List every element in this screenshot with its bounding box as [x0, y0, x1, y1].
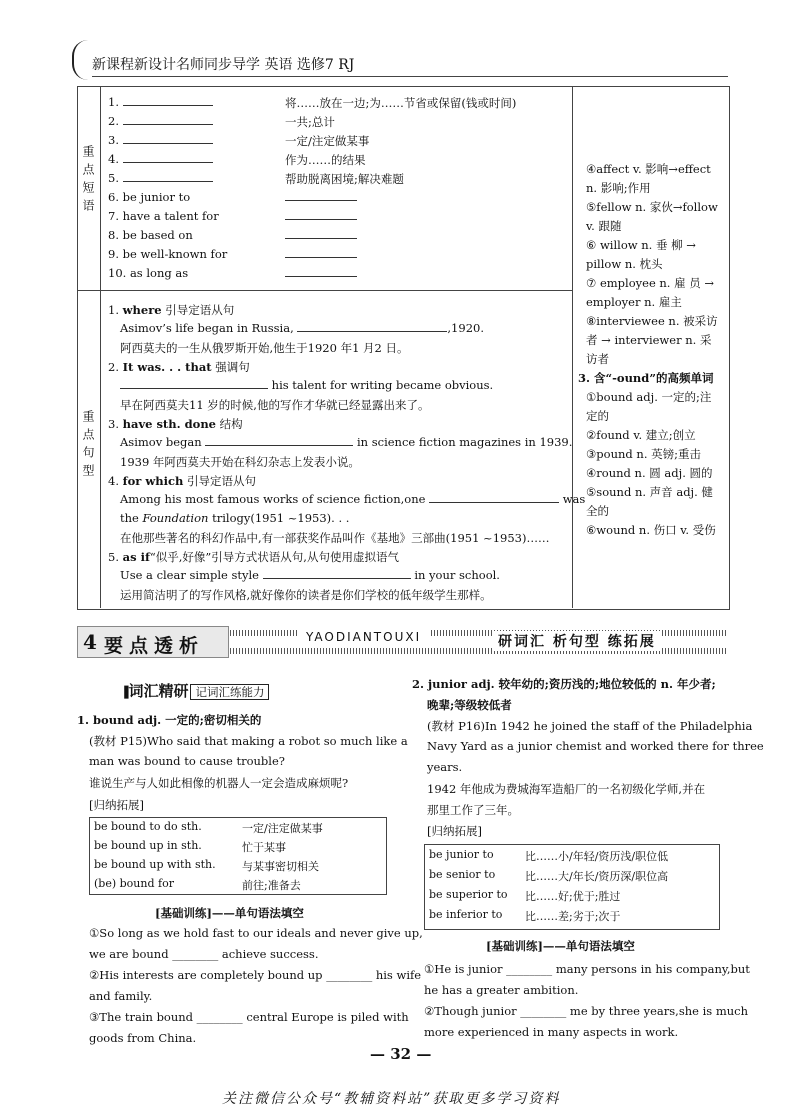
sentences-label: 重点句型 — [81, 410, 95, 482]
drill-1-line: ①So long as we hold fast to our ideals and never give up, — [89, 926, 423, 940]
table-row: 比……大/年长/资历深/职位高 — [525, 870, 669, 883]
table-row: be bound up in sth. — [94, 839, 202, 852]
table-row: be inferior to — [429, 908, 503, 921]
word-family-line: employer n. 雇主 — [586, 295, 682, 309]
word-family-line: 访者 — [586, 352, 609, 366]
ound-word-line: ⑤sound n. 声音 adj. 健 — [586, 485, 713, 499]
drill-1-line: ②His interests are completely bound up ________ his wife — [89, 968, 422, 982]
sentence-5-cn: 运用简洁明了的写作风格,就好像你的读者是你们学校的低年级学生那样。 — [120, 588, 492, 602]
drill-2-line: more experienced in many aspects in work. — [424, 1025, 679, 1039]
bound-table — [89, 817, 387, 895]
phrase-meaning: 帮助脱离困境;解决难题 — [285, 172, 404, 186]
vocab-heading: ▐词汇精研 记词汇练能力 — [120, 680, 269, 701]
sentence-4-cn: 在他那些著名的科幻作品中,有一部获奖作品叫作《基地》三部曲(1951 ~1953)…… — [120, 531, 550, 545]
drill-1-line: and family. — [89, 989, 153, 1003]
phrase-row: 1. — [108, 95, 213, 109]
label-column-divider — [100, 86, 101, 608]
drill-1-line: ③The train bound ________ central Europe is piled with — [89, 1010, 409, 1024]
drill-1-line: we are bound ________ achieve success. — [89, 947, 319, 961]
phrase-row: 6. be junior to — [108, 190, 191, 204]
sentence-2-heading: 2. It was. . . that 强调句 — [108, 360, 250, 374]
phrase-blank — [285, 228, 357, 242]
sentence-1-heading: 1. where 引导定语从句 — [108, 303, 235, 317]
sentence-5-en: Use a clear simple style in your school. — [120, 568, 500, 582]
ound-words-heading: 3. 含“-ound”的高频单词 — [578, 371, 714, 385]
ound-word-line: ④round n. 圆 adj. 圆的 — [586, 466, 713, 480]
table-row: 前往;准备去 — [242, 879, 301, 892]
phrase-blank — [285, 190, 357, 204]
entry-2-line: (教材 P16)In 1942 he joined the staff of the Philadelphia — [427, 719, 753, 733]
drill-2-heading: [基础训练]——单句语法填空 — [486, 939, 635, 953]
phrase-meaning: 一共;总计 — [285, 115, 335, 129]
phrase-row: 5. — [108, 171, 213, 185]
word-family-line: ⑦ employee n. 雇 员 → — [586, 276, 715, 290]
phrases-label: 重点短语 — [81, 145, 95, 217]
phrase-blank — [285, 266, 357, 280]
word-family-line: v. 跟随 — [586, 219, 622, 233]
sentence-1-cn: 阿西莫夫的一生从俄罗斯开始,他生于1920 年1 月2 日。 — [120, 341, 409, 355]
sentence-3-heading: 3. have sth. done 结构 — [108, 417, 243, 431]
word-family-line: ⑥ willow n. 垂 柳 → — [586, 238, 696, 252]
table-row: be superior to — [429, 888, 508, 901]
drill-2-line: ②Though junior ________ me by three years,she is much — [424, 1004, 748, 1018]
drill-1-heading: [基础训练]——单句语法填空 — [155, 906, 304, 920]
ound-word-line: ⑥wound n. 伤口 v. 受伤 — [586, 523, 716, 537]
word-family-line: ⑧interviewee n. 被采访 — [586, 314, 718, 328]
footer-note: 关注微信公众号“教辅资料站”获取更多学习资料 — [222, 1091, 561, 1107]
entry-2-line: Navy Yard as a junior chemist and worked there for three — [427, 739, 764, 753]
table-row: (be) bound for — [94, 877, 174, 890]
phrase-row: 3. — [108, 133, 213, 147]
row-divider — [77, 290, 572, 291]
phrase-blank — [285, 209, 357, 223]
phrase-blank — [285, 247, 357, 261]
drill-2-line: ①He is junior ________ many persons in his company,but — [424, 962, 750, 976]
phrase-row: 4. — [108, 152, 213, 166]
entry-1-line: (教材 P15)Who said that making a robot so much like a — [89, 734, 408, 748]
page-header-title: 新课程新设计名师同步导学 英语 选修7 RJ — [92, 57, 355, 73]
junior-table — [424, 844, 720, 930]
table-row: be junior to — [429, 848, 494, 861]
expand-label: [归纳拓展] — [427, 824, 482, 838]
sentence-4-en-cont: the Foundation trilogy(1951 ~1953). . . — [120, 511, 350, 525]
table-row: be bound to do sth. — [94, 820, 202, 833]
entry-1-heading: 1. bound adj. 一定的;密切相关的 — [77, 713, 262, 727]
phrase-row: 10. as long as — [108, 266, 189, 280]
section-title: 要点透析 — [104, 635, 205, 657]
phrase-row: 8. be based on — [108, 228, 193, 242]
sentence-1-en: Asimov’s life began in Russia, ,1920. — [120, 321, 484, 335]
word-family-line: 者 → interviewer n. 采 — [586, 333, 712, 347]
drill-1-line: goods from China. — [89, 1031, 197, 1045]
table-row: 一定/注定做某事 — [242, 822, 323, 835]
entry-2-line: years. — [427, 760, 463, 774]
section-right-label: 研词汇 析句型 练拓展 — [492, 631, 662, 651]
word-family-line: ④affect v. 影响→effect — [586, 162, 711, 176]
table-row: 忙于某事 — [242, 841, 286, 854]
table-row: 比……小/年轻/资历浅/职位低 — [525, 850, 669, 863]
ound-word-line: ②found v. 建立;创立 — [586, 428, 696, 442]
phrase-meaning: 作为……的结果 — [285, 153, 366, 167]
ound-word-line: ③pound n. 英镑;重击 — [586, 447, 702, 461]
table-row: be senior to — [429, 868, 496, 881]
table-row: be bound up with sth. — [94, 858, 216, 871]
ound-word-line: 全的 — [586, 504, 609, 518]
table-row: 比……差;劣于;次于 — [525, 910, 621, 923]
sentence-4-en: Among his most famous works of science fiction,one was — [120, 492, 586, 506]
entry-2-line: 那里工作了三年。 — [427, 803, 519, 817]
section-number: 4 — [83, 630, 97, 654]
sentence-2-cn: 早在阿西莫夫11 岁的时候,他的写作才华就已经显露出来了。 — [120, 398, 430, 412]
phrase-meaning: 将……放在一边;为……节省或保留(钱或时间) — [285, 96, 517, 110]
sentence-5-heading: 5. as if“似乎,好像”引导方式状语从句,从句使用虚拟语气 — [108, 550, 399, 564]
sentence-4-heading: 4. for which 引导定语从句 — [108, 474, 256, 488]
bookmark-icon: ▐ — [120, 686, 129, 699]
table-row: 比……好;优于;胜过 — [525, 890, 621, 903]
ound-word-line: ①bound adj. 一定的;注 — [586, 390, 712, 404]
expand-label: [归纳拓展] — [89, 798, 144, 812]
page-number: — 32 — — [370, 1045, 432, 1063]
entry-1-line: 谁说生产与人如此相像的机器人一定会造成麻烦呢? — [89, 776, 349, 790]
phrase-row: 7. have a talent for — [108, 209, 219, 223]
entry-1-line: man was bound to cause trouble? — [89, 754, 285, 768]
sentence-3-cn: 1939 年阿西莫夫开始在科幻杂志上发表小说。 — [120, 455, 360, 469]
entry-2-line: 1942 年他成为费城海军造船厂的一名初级化学师,并在 — [427, 782, 706, 796]
phrase-meaning: 一定/注定做某事 — [285, 134, 370, 148]
header-rule — [92, 76, 728, 77]
ound-word-line: 定的 — [586, 409, 609, 423]
drill-2-line: he has a greater ambition. — [424, 983, 579, 997]
word-family-line: ⑤fellow n. 家伙→follow — [586, 200, 718, 214]
header-curve-decoration — [72, 40, 88, 80]
section-pinyin: YAODIANTOUXI — [298, 630, 429, 644]
word-family-line: n. 影响;作用 — [586, 181, 651, 195]
word-family-line: pillow n. 枕头 — [586, 257, 663, 271]
entry-2-heading: 2. junior adj. 较年幼的;资历浅的;地位较低的 n. 年少者; — [412, 677, 716, 691]
phrase-row: 2. — [108, 114, 213, 128]
table-row: 与某事密切相关 — [242, 860, 319, 873]
right-column-divider — [572, 86, 573, 608]
phrase-row: 9. be well-known for — [108, 247, 228, 261]
sentence-3-en: Asimov began in science fiction magazines in 1939. — [120, 435, 573, 449]
entry-2-heading-cont: 晚辈;等级较低者 — [427, 698, 512, 712]
sentence-2-en: his talent for writing became obvious. — [120, 378, 493, 392]
